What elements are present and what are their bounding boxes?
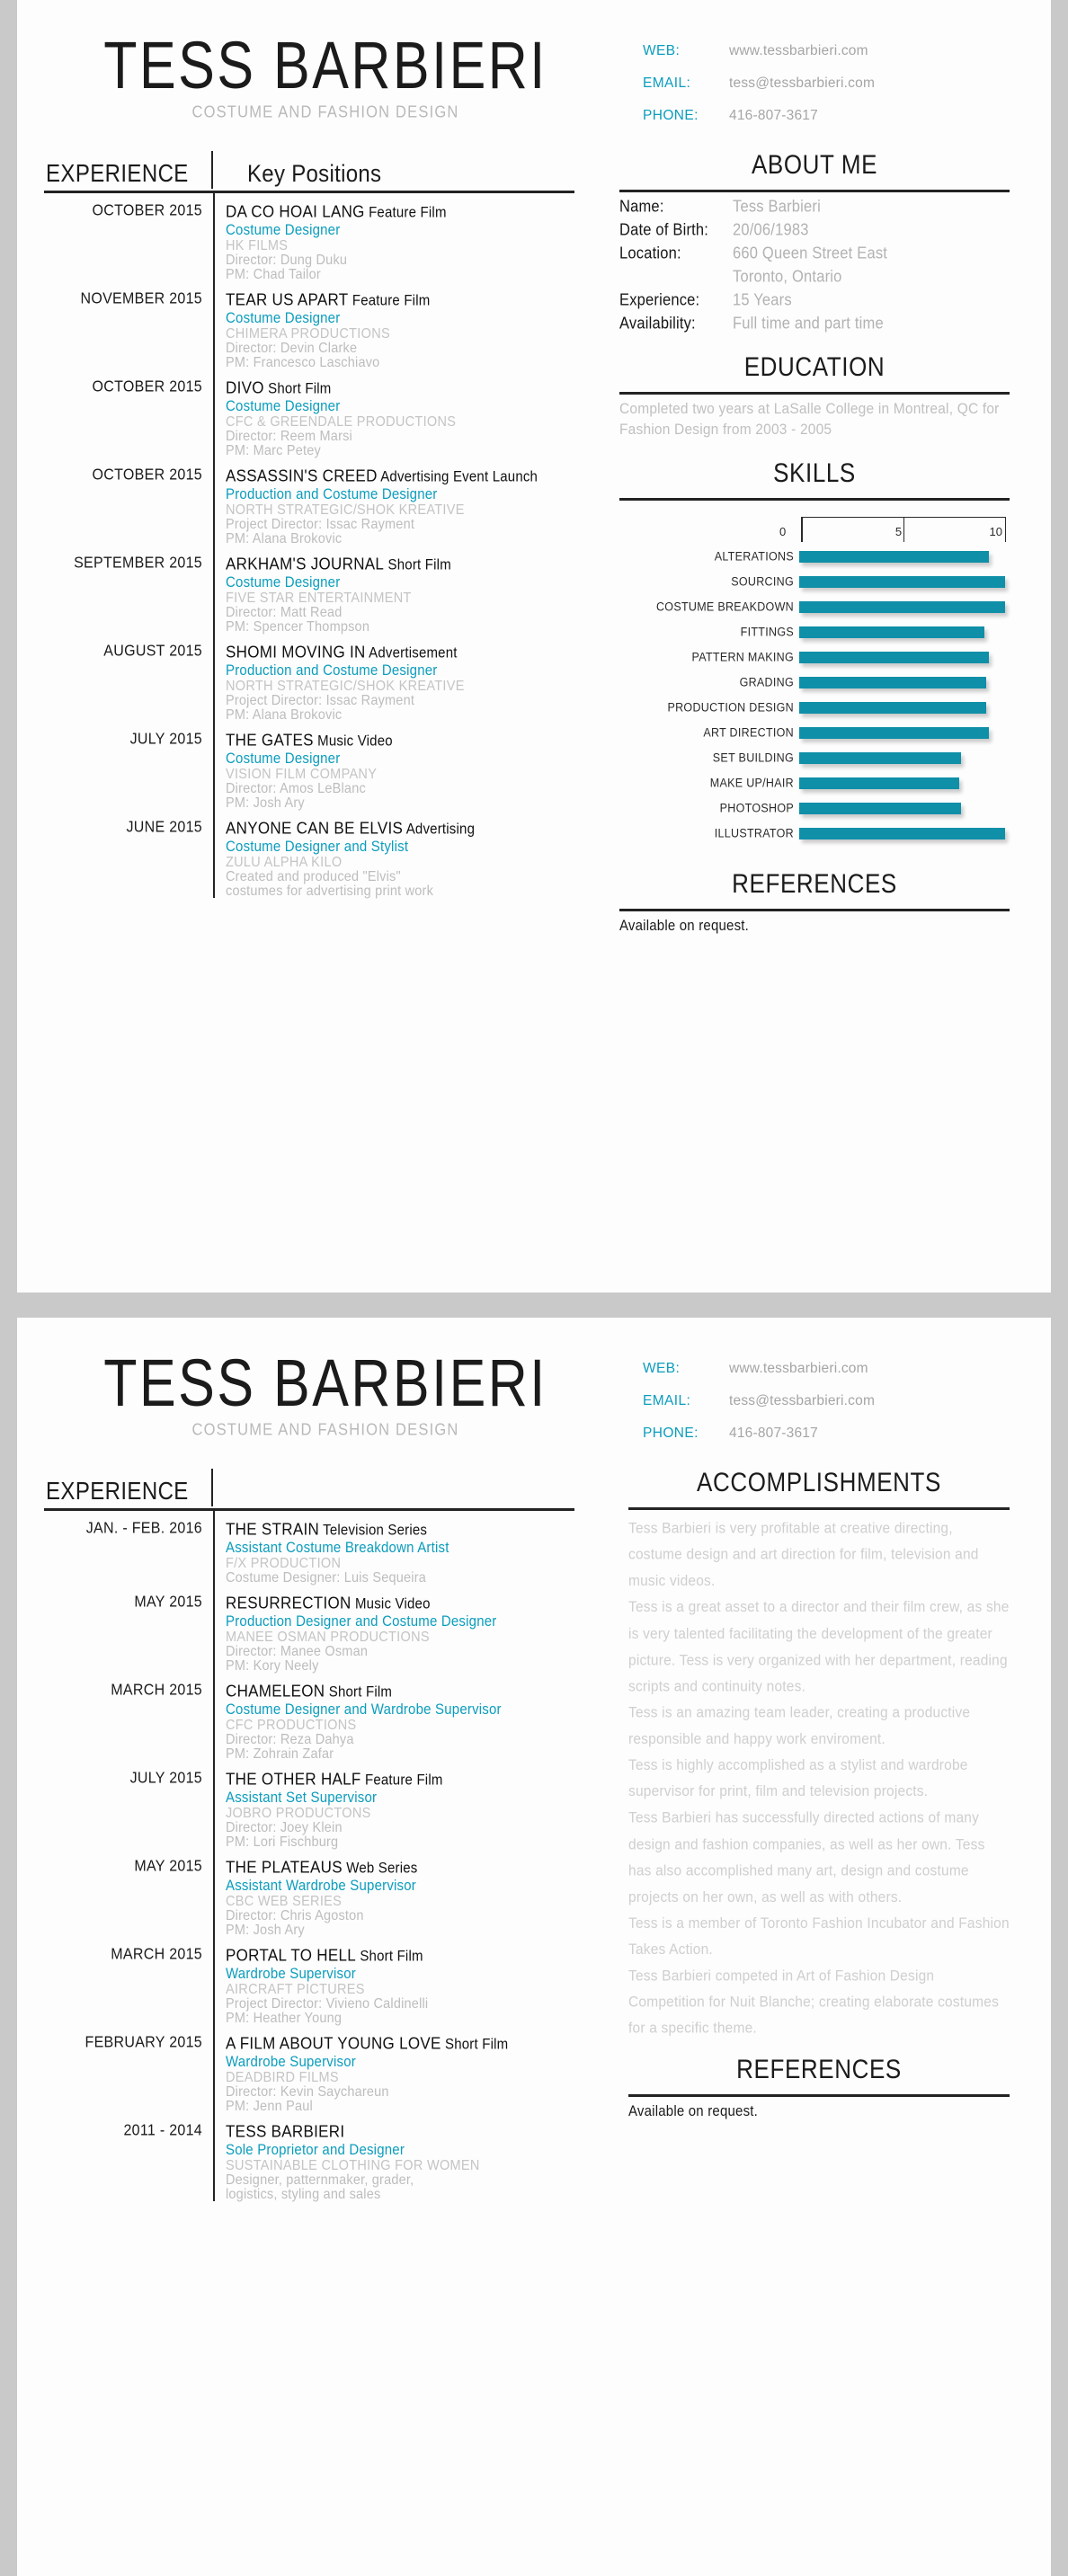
- experience-date: OCTOBER 2015: [92, 466, 202, 484]
- about-me-value: 15 Years: [733, 291, 792, 309]
- education-text: Completed two years at LaSalle College in Montreal, QC for Fashion Design from 2003 - 2005: [619, 401, 1000, 439]
- experience-list: [44, 193, 583, 898]
- project-role: Assistant Wardrobe Supervisor: [226, 1878, 416, 1895]
- project-title: PORTAL TO HELL Short Film: [226, 1946, 423, 1965]
- project-title: SHOMI MOVING IN Advertisement: [226, 643, 458, 662]
- experience-date: JUNE 2015: [126, 819, 202, 836]
- project-meta: Project Director: Issac Rayment: [226, 693, 415, 709]
- skill-label: PRODUCTION DESIGN: [667, 700, 794, 715]
- skill-label: PHOTOSHOP: [719, 801, 794, 815]
- accomplishments-section: [628, 1466, 1010, 2038]
- project-meta: PM: Zohrain Zafar: [226, 1746, 334, 1763]
- skill-track: [799, 722, 1010, 744]
- project-type: Advertisement: [365, 644, 458, 662]
- experience-date: MARCH 2015: [111, 1946, 202, 1963]
- project-meta: PM: Chad Tailor: [226, 267, 321, 283]
- header-tagline-p2: COSTUME AND FASHION DESIGN: [191, 1421, 459, 1439]
- project-company: FIVE STAR ENTERTAINMENT: [226, 591, 412, 607]
- project-role: Costume Designer and Stylist: [226, 839, 409, 856]
- references-rule-p1: [619, 909, 1010, 911]
- project-title: TESS BARBIERI: [226, 2122, 345, 2141]
- experience-date: FEBRUARY 2015: [85, 2034, 202, 2051]
- experience-date: SEPTEMBER 2015: [74, 555, 202, 572]
- project-company: CHIMERA PRODUCTIONS: [226, 326, 390, 342]
- accomplishment-paragraph: Tess is highly accomplished as a stylist and wardrobe supervisor for print, film and television projects.: [628, 1757, 968, 1800]
- project-type: Short Film: [263, 380, 332, 397]
- project-company: NORTH STRATEGIC/SHOK KREATIVE: [226, 502, 465, 519]
- contact-value-web[interactable]: www.tessbarbieri.com: [729, 43, 868, 58]
- skill-row: [619, 722, 1010, 744]
- experience-detail: [211, 555, 583, 634]
- project-title: RESURRECTION Music Video: [226, 1594, 431, 1612]
- project-meta: PM: Alana Brokovic: [226, 707, 343, 724]
- references-heading-p1: REFERENCES: [732, 867, 897, 899]
- project-meta: Director: Kevin Saychareun: [226, 2084, 389, 2101]
- project-company: NORTH STRATEGIC/SHOK KREATIVE: [226, 679, 465, 695]
- skill-track: [799, 646, 1010, 669]
- project-type: Short Film: [441, 2036, 509, 2053]
- project-meta: PM: Spencer Thompson: [226, 619, 370, 635]
- project-meta: logistics, styling and sales: [226, 2187, 381, 2203]
- contact-label-web-p2: WEB:: [643, 1361, 681, 1376]
- project-role: Assistant Set Supervisor: [226, 1790, 378, 1807]
- skill-bar: [799, 803, 961, 814]
- contact-row-email: [643, 76, 1051, 92]
- project-company: HK FILMS: [226, 238, 289, 254]
- experience-detail: [211, 290, 583, 369]
- experience-detail: [211, 202, 583, 281]
- project-meta: Director: Matt Read: [226, 605, 343, 621]
- skill-bar: [799, 652, 989, 663]
- skill-label: GRADING: [739, 675, 794, 689]
- project-type: Feature Film: [360, 1772, 443, 1789]
- project-role: Assistant Costume Breakdown Artist: [226, 1540, 449, 1557]
- experience-table-header-p2: [44, 1470, 592, 1506]
- experience-entry: [44, 1594, 592, 1673]
- project-title: ANYONE CAN BE ELVIS Advertising: [226, 819, 476, 838]
- skill-bar: [799, 777, 959, 789]
- skill-track: [799, 697, 1010, 719]
- project-meta: Designer, patternmaker, grader,: [226, 2172, 414, 2189]
- skill-label: COSTUME BREAKDOWN: [655, 600, 794, 614]
- resume-page-2: [17, 1318, 1051, 2576]
- project-meta: PM: Josh Ary: [226, 1923, 305, 1939]
- project-title: ASSASSIN'S CREED Advertising Event Launch: [226, 466, 538, 485]
- skill-track: [799, 822, 1010, 845]
- project-meta: PM: Lori Fischburg: [226, 1834, 339, 1851]
- about-me-value: Tess Barbieri: [733, 198, 821, 216]
- education-rule: [619, 392, 1010, 395]
- project-title: THE STRAIN Television Series: [226, 1520, 428, 1539]
- project-company: CBC WEB SERIES: [226, 1894, 343, 1910]
- references-section-p1: [619, 867, 1010, 935]
- about-me-list: [619, 198, 1010, 332]
- project-meta: PM: Josh Ary: [226, 795, 305, 812]
- project-company: VISION FILM COMPANY: [226, 767, 378, 783]
- project-role: Production and Costume Designer: [226, 486, 438, 503]
- references-section-p2: [628, 2052, 1010, 2120]
- experience-entry: [44, 290, 583, 369]
- skill-row: [619, 646, 1010, 669]
- about-me-row: [619, 198, 1010, 215]
- experience-detail: [211, 2122, 592, 2201]
- project-meta: Project Director: Issac Rayment: [226, 517, 415, 533]
- experience-detail: [211, 466, 583, 546]
- header-divider: [211, 151, 213, 189]
- project-role: Costume Designer: [226, 751, 341, 768]
- skill-bar: [799, 677, 986, 688]
- skill-row: [619, 822, 1010, 845]
- contact-value-phone[interactable]: 416-807-3617: [729, 108, 818, 123]
- project-meta: Director: Reza Dahya: [226, 1732, 354, 1748]
- references-heading-p2: REFERENCES: [736, 2052, 902, 2084]
- project-meta: Created and produced "Elvis": [226, 869, 401, 885]
- skill-bar: [799, 626, 984, 638]
- project-meta: costumes for advertising print work: [226, 884, 434, 900]
- experience-entry: [44, 378, 583, 457]
- project-role: Costume Designer and Wardrobe Supervisor: [226, 1701, 502, 1719]
- project-type: Feature Film: [348, 292, 431, 309]
- project-role: Sole Proprietor and Designer: [226, 2142, 405, 2159]
- skill-track: [799, 571, 1010, 593]
- skill-row: [619, 671, 1010, 694]
- project-meta: Director: Chris Agoston: [226, 1908, 364, 1924]
- skill-label: ART DIRECTION: [703, 725, 794, 740]
- about-me-key: Date of Birth:: [619, 221, 709, 239]
- education-heading: EDUCATION: [743, 351, 886, 382]
- project-company: CFC & GREENDALE PRODUCTIONS: [226, 414, 457, 431]
- experience-detail: [211, 1594, 592, 1673]
- experience-date: OCTOBER 2015: [92, 378, 202, 395]
- project-title: THE GATES Music Video: [226, 731, 393, 750]
- experience-detail: [211, 819, 583, 898]
- experience-date: JAN. - FEB. 2016: [85, 1520, 202, 1537]
- page-title-p2: TESS BARBIERI: [103, 1346, 547, 1421]
- skill-row: [619, 697, 1010, 719]
- experience-entry: [44, 1520, 592, 1585]
- project-role: Costume Designer: [226, 310, 341, 327]
- experience-entry: [44, 2122, 592, 2201]
- experience-entry: [44, 466, 583, 546]
- project-role: Costume Designer: [226, 398, 341, 415]
- page1-columns: [17, 148, 1051, 935]
- about-me-row-continued: [619, 268, 1010, 285]
- project-role: Costume Designer: [226, 222, 341, 239]
- experience-entry: [44, 1770, 592, 1849]
- skill-label: ILLUSTRATOR: [714, 826, 794, 840]
- experience-date: OCTOBER 2015: [92, 202, 202, 219]
- page2-columns: [17, 1466, 1051, 2210]
- contact-value-email[interactable]: tess@tessbarbieri.com: [729, 76, 876, 91]
- skills-bar-chart: [619, 515, 1010, 845]
- references-text-p1: Available on request.: [619, 917, 750, 935]
- contact-label-email: EMAIL:: [643, 76, 691, 91]
- skill-track: [799, 596, 1010, 618]
- project-company: ZULU ALPHA KILO: [226, 855, 343, 871]
- project-company: SUSTAINABLE CLOTHING FOR WOMEN: [226, 2158, 480, 2174]
- experience-detail: [211, 1682, 592, 1761]
- experience-entry: [44, 202, 583, 281]
- project-company: MANEE OSMAN PRODUCTIONS: [226, 1630, 430, 1646]
- experience-date: MAY 2015: [134, 1594, 202, 1611]
- skills-rule: [619, 498, 1010, 501]
- experience-detail: [211, 1770, 592, 1849]
- accomplishment-paragraph: Tess is a great asset to a director and their film crew, as she is very talented facilitating the development of the greater picture. Tess is very organized with her department, reading scripts and continuity notes.: [628, 1599, 1010, 1695]
- about-me-value: Full time and part time: [733, 315, 884, 333]
- experience-detail: [211, 643, 583, 722]
- contact-row-phone: [643, 108, 1051, 124]
- skill-bar: [799, 727, 989, 739]
- references-rule-p2: [628, 2094, 1010, 2097]
- contact-value-email-p2[interactable]: tess@tessbarbieri.com: [729, 1393, 876, 1408]
- experience-detail: [211, 2034, 592, 2113]
- experience-detail: [211, 378, 583, 457]
- project-title: THE OTHER HALF Feature Film: [226, 1770, 443, 1789]
- project-role: Production Designer and Costume Designer: [226, 1613, 497, 1630]
- contact-row-email-p2: [643, 1393, 1051, 1409]
- skill-label: PATTERN MAKING: [691, 650, 794, 664]
- skill-track: [799, 747, 1010, 769]
- experience-detail: [211, 731, 583, 810]
- experience-entry: [44, 555, 583, 634]
- skill-row: [619, 546, 1010, 568]
- contact-block-p2: [592, 1350, 1051, 1458]
- project-title: DIVO Short Film: [226, 378, 332, 397]
- experience-entry: [44, 2034, 592, 2113]
- accomplishment-paragraph: Tess Barbieri has successfully directed actions of many design and fashion companies, as well as her own. Tess has also accomplished many art, design and costume projects on her own, as well as with others.: [628, 1809, 985, 1905]
- chart-axis: [619, 515, 1010, 542]
- skills-heading: SKILLS: [773, 457, 856, 488]
- project-role: Wardrobe Supervisor: [226, 2054, 356, 2071]
- accomplishments-rule: [628, 1507, 1010, 1510]
- experience-date: JULY 2015: [129, 731, 202, 748]
- skill-bar: [799, 576, 1005, 588]
- references-text-p2: Available on request.: [628, 2102, 759, 2119]
- experience-entry: [44, 731, 583, 810]
- project-type: Advertising Event Launch: [377, 468, 538, 485]
- contact-label-phone: PHONE:: [643, 108, 699, 123]
- education-section: [619, 351, 1010, 439]
- header-identity-p2: [17, 1346, 592, 1439]
- skill-row: [619, 747, 1010, 769]
- skill-label: SET BUILDING: [712, 751, 794, 765]
- page2-sidebar-column: [592, 1466, 1051, 2210]
- about-me-row: [619, 291, 1010, 308]
- project-role: Production and Costume Designer: [226, 662, 438, 680]
- project-title: A FILM ABOUT YOUNG LOVE Short Film: [226, 2034, 509, 2053]
- project-company: F/X PRODUCTION: [226, 1556, 342, 1572]
- project-meta: Director: Manee Osman: [226, 1644, 369, 1660]
- contact-value-web-p2[interactable]: www.tessbarbieri.com: [729, 1361, 868, 1376]
- skill-label: SOURCING: [731, 574, 794, 589]
- skill-track: [799, 546, 1010, 568]
- page-title: TESS BARBIERI: [103, 28, 547, 103]
- project-meta: Director: Devin Clarke: [226, 341, 358, 357]
- contact-row-web-p2: [643, 1361, 1051, 1377]
- skill-row: [619, 621, 1010, 644]
- axis-label-0: 0: [779, 524, 787, 538]
- page2-experience-column: [17, 1470, 592, 2210]
- skill-bar: [799, 601, 1005, 613]
- key-positions-heading: Key Positions: [247, 160, 382, 188]
- project-company: AIRCRAFT PICTURES: [226, 1982, 365, 1998]
- axis-label-5: 5: [894, 524, 903, 538]
- skill-track: [799, 797, 1010, 820]
- project-meta: Director: Amos LeBlanc: [226, 781, 366, 797]
- project-meta: Director: Joey Klein: [226, 1820, 343, 1836]
- project-meta: Costume Designer: Luis Sequeira: [226, 1570, 427, 1586]
- about-me-value: 660 Queen Street East: [733, 244, 888, 262]
- resume-page-1: [17, 0, 1051, 1292]
- project-meta: PM: Francesco Laschiavo: [226, 355, 380, 371]
- accomplishments-heading: ACCOMPLISHMENTS: [697, 1466, 941, 1497]
- skill-track: [799, 671, 1010, 694]
- skill-track: [799, 772, 1010, 795]
- contact-row-phone-p2: [643, 1426, 1051, 1442]
- experience-detail: [211, 1946, 592, 2025]
- project-type: Short Film: [355, 1948, 423, 1965]
- axis-label-10: 10: [989, 524, 1002, 538]
- experience-heading: EXPERIENCE: [46, 159, 189, 188]
- axis-tick-0: [801, 518, 803, 542]
- skill-label: FITTINGS: [740, 625, 794, 639]
- skill-bar-list: [619, 546, 1010, 845]
- accomplishment-paragraph: Tess Barbieri is very profitable at creative directing, costume design and art direction for film, television and music videos.: [628, 1520, 979, 1590]
- project-meta: PM: Kory Neely: [226, 1658, 319, 1674]
- about-me-section: [619, 148, 1010, 333]
- project-meta: PM: Alana Brokovic: [226, 531, 343, 547]
- about-me-key: Experience:: [619, 291, 700, 309]
- experience-table-header: [44, 153, 583, 189]
- accomplishment-paragraph: Tess Barbieri competed in Art of Fashion Design Competition for Nuit Blanche; creating elaborate costumes for a specific theme.: [628, 1968, 1000, 2038]
- skills-section: [619, 457, 1010, 845]
- experience-entry: [44, 643, 583, 722]
- about-me-heading: ABOUT ME: [751, 148, 878, 180]
- axis-tick-5: [903, 518, 905, 542]
- skill-bar: [799, 828, 1005, 839]
- project-type: Music Video: [351, 1595, 431, 1612]
- project-type: Short Film: [384, 556, 451, 573]
- contact-label-phone-p2: PHONE:: [643, 1426, 699, 1441]
- about-me-key: Name:: [619, 198, 664, 216]
- experience-list-p2: [44, 1511, 592, 2201]
- project-company: DEADBIRD FILMS: [226, 2070, 339, 2086]
- about-me-row: [619, 315, 1010, 332]
- about-me-key: Availability:: [619, 315, 696, 333]
- about-me-row: [619, 221, 1010, 238]
- project-company: CFC PRODUCTIONS: [226, 1718, 357, 1734]
- header-identity: [17, 28, 592, 121]
- project-role: Wardrobe Supervisor: [226, 1966, 356, 1983]
- skill-label: ALTERATIONS: [714, 549, 794, 564]
- experience-date: 2011 - 2014: [123, 2122, 202, 2139]
- project-title: TEAR US APART Feature Film: [226, 290, 431, 309]
- contact-label-email-p2: EMAIL:: [643, 1393, 691, 1408]
- project-meta: Director: Reem Marsi: [226, 429, 352, 445]
- experience-detail: [211, 1520, 592, 1585]
- project-type: Television Series: [319, 1522, 428, 1539]
- skill-label: MAKE UP/HAIR: [709, 776, 794, 790]
- experience-date: NOVEMBER 2015: [80, 290, 202, 307]
- page1-header: [17, 0, 1051, 140]
- experience-entry: [44, 819, 583, 898]
- project-type: Web Series: [342, 1860, 418, 1877]
- project-company: JOBRO PRODUCTONS: [226, 1806, 371, 1822]
- about-me-value-continued: Toronto, Ontario: [733, 268, 842, 286]
- page2-header: [17, 1318, 1051, 1458]
- experience-entry: [44, 1682, 592, 1761]
- experience-entry: [44, 1858, 592, 1937]
- experience-date: MARCH 2015: [111, 1682, 202, 1699]
- skill-track: [799, 621, 1010, 644]
- page1-experience-column: [17, 153, 583, 935]
- accomplishment-paragraph: Tess is a member of Toronto Fashion Incubator and Fashion Takes Action.: [628, 1914, 1010, 1959]
- experience-date: AUGUST 2015: [103, 643, 202, 660]
- contact-label-web: WEB:: [643, 43, 681, 58]
- project-title: DA CO HOAI LANG Feature Film: [226, 202, 447, 221]
- contact-value-phone-p2[interactable]: 416-807-3617: [729, 1426, 818, 1441]
- project-meta: Project Director: Vivieno Caldinelli: [226, 1996, 429, 2012]
- skill-row: [619, 797, 1010, 820]
- project-type: Music Video: [313, 733, 393, 750]
- project-type: Feature Film: [364, 204, 447, 221]
- contact-block: [592, 32, 1051, 140]
- skill-row: [619, 571, 1010, 593]
- skill-bar: [799, 752, 961, 764]
- skill-row: [619, 596, 1010, 618]
- about-me-row: [619, 244, 1010, 262]
- experience-date: JULY 2015: [129, 1770, 202, 1787]
- experience-entry: [44, 1946, 592, 2025]
- project-meta: PM: Heather Young: [226, 2011, 343, 2027]
- skill-bar: [799, 551, 989, 563]
- project-type: Advertising: [403, 821, 476, 838]
- header-divider-p2: [211, 1469, 213, 1506]
- experience-heading-p2: EXPERIENCE: [46, 1477, 189, 1506]
- about-me-rule: [619, 190, 1010, 192]
- experience-detail: [211, 1858, 592, 1937]
- project-title: THE PLATEAUS Web Series: [226, 1858, 418, 1877]
- project-meta: PM: Marc Petey: [226, 443, 321, 459]
- page-separator: [0, 1292, 1068, 1305]
- skill-row: [619, 772, 1010, 795]
- project-role: Costume Designer: [226, 574, 341, 591]
- skill-bar: [799, 702, 986, 714]
- axis-scale: [779, 517, 1006, 542]
- about-me-value: 20/06/1983: [733, 221, 809, 239]
- header-tagline: COSTUME AND FASHION DESIGN: [191, 103, 459, 121]
- project-meta: Director: Dung Duku: [226, 253, 348, 269]
- project-title: ARKHAM'S JOURNAL Short Film: [226, 555, 451, 573]
- page1-sidebar-column: [583, 148, 1051, 935]
- about-me-key: Location:: [619, 244, 681, 262]
- project-meta: PM: Jenn Paul: [226, 2099, 313, 2115]
- accomplishments-text: [628, 1515, 1010, 2042]
- accomplishment-paragraph: Tess is an amazing team leader, creating a productive responsible and happy work enviroment.: [628, 1704, 971, 1748]
- contact-row-web: [643, 43, 1051, 59]
- experience-date: MAY 2015: [134, 1858, 202, 1875]
- project-type: Short Film: [325, 1683, 393, 1701]
- project-title: CHAMELEON Short Film: [226, 1682, 393, 1701]
